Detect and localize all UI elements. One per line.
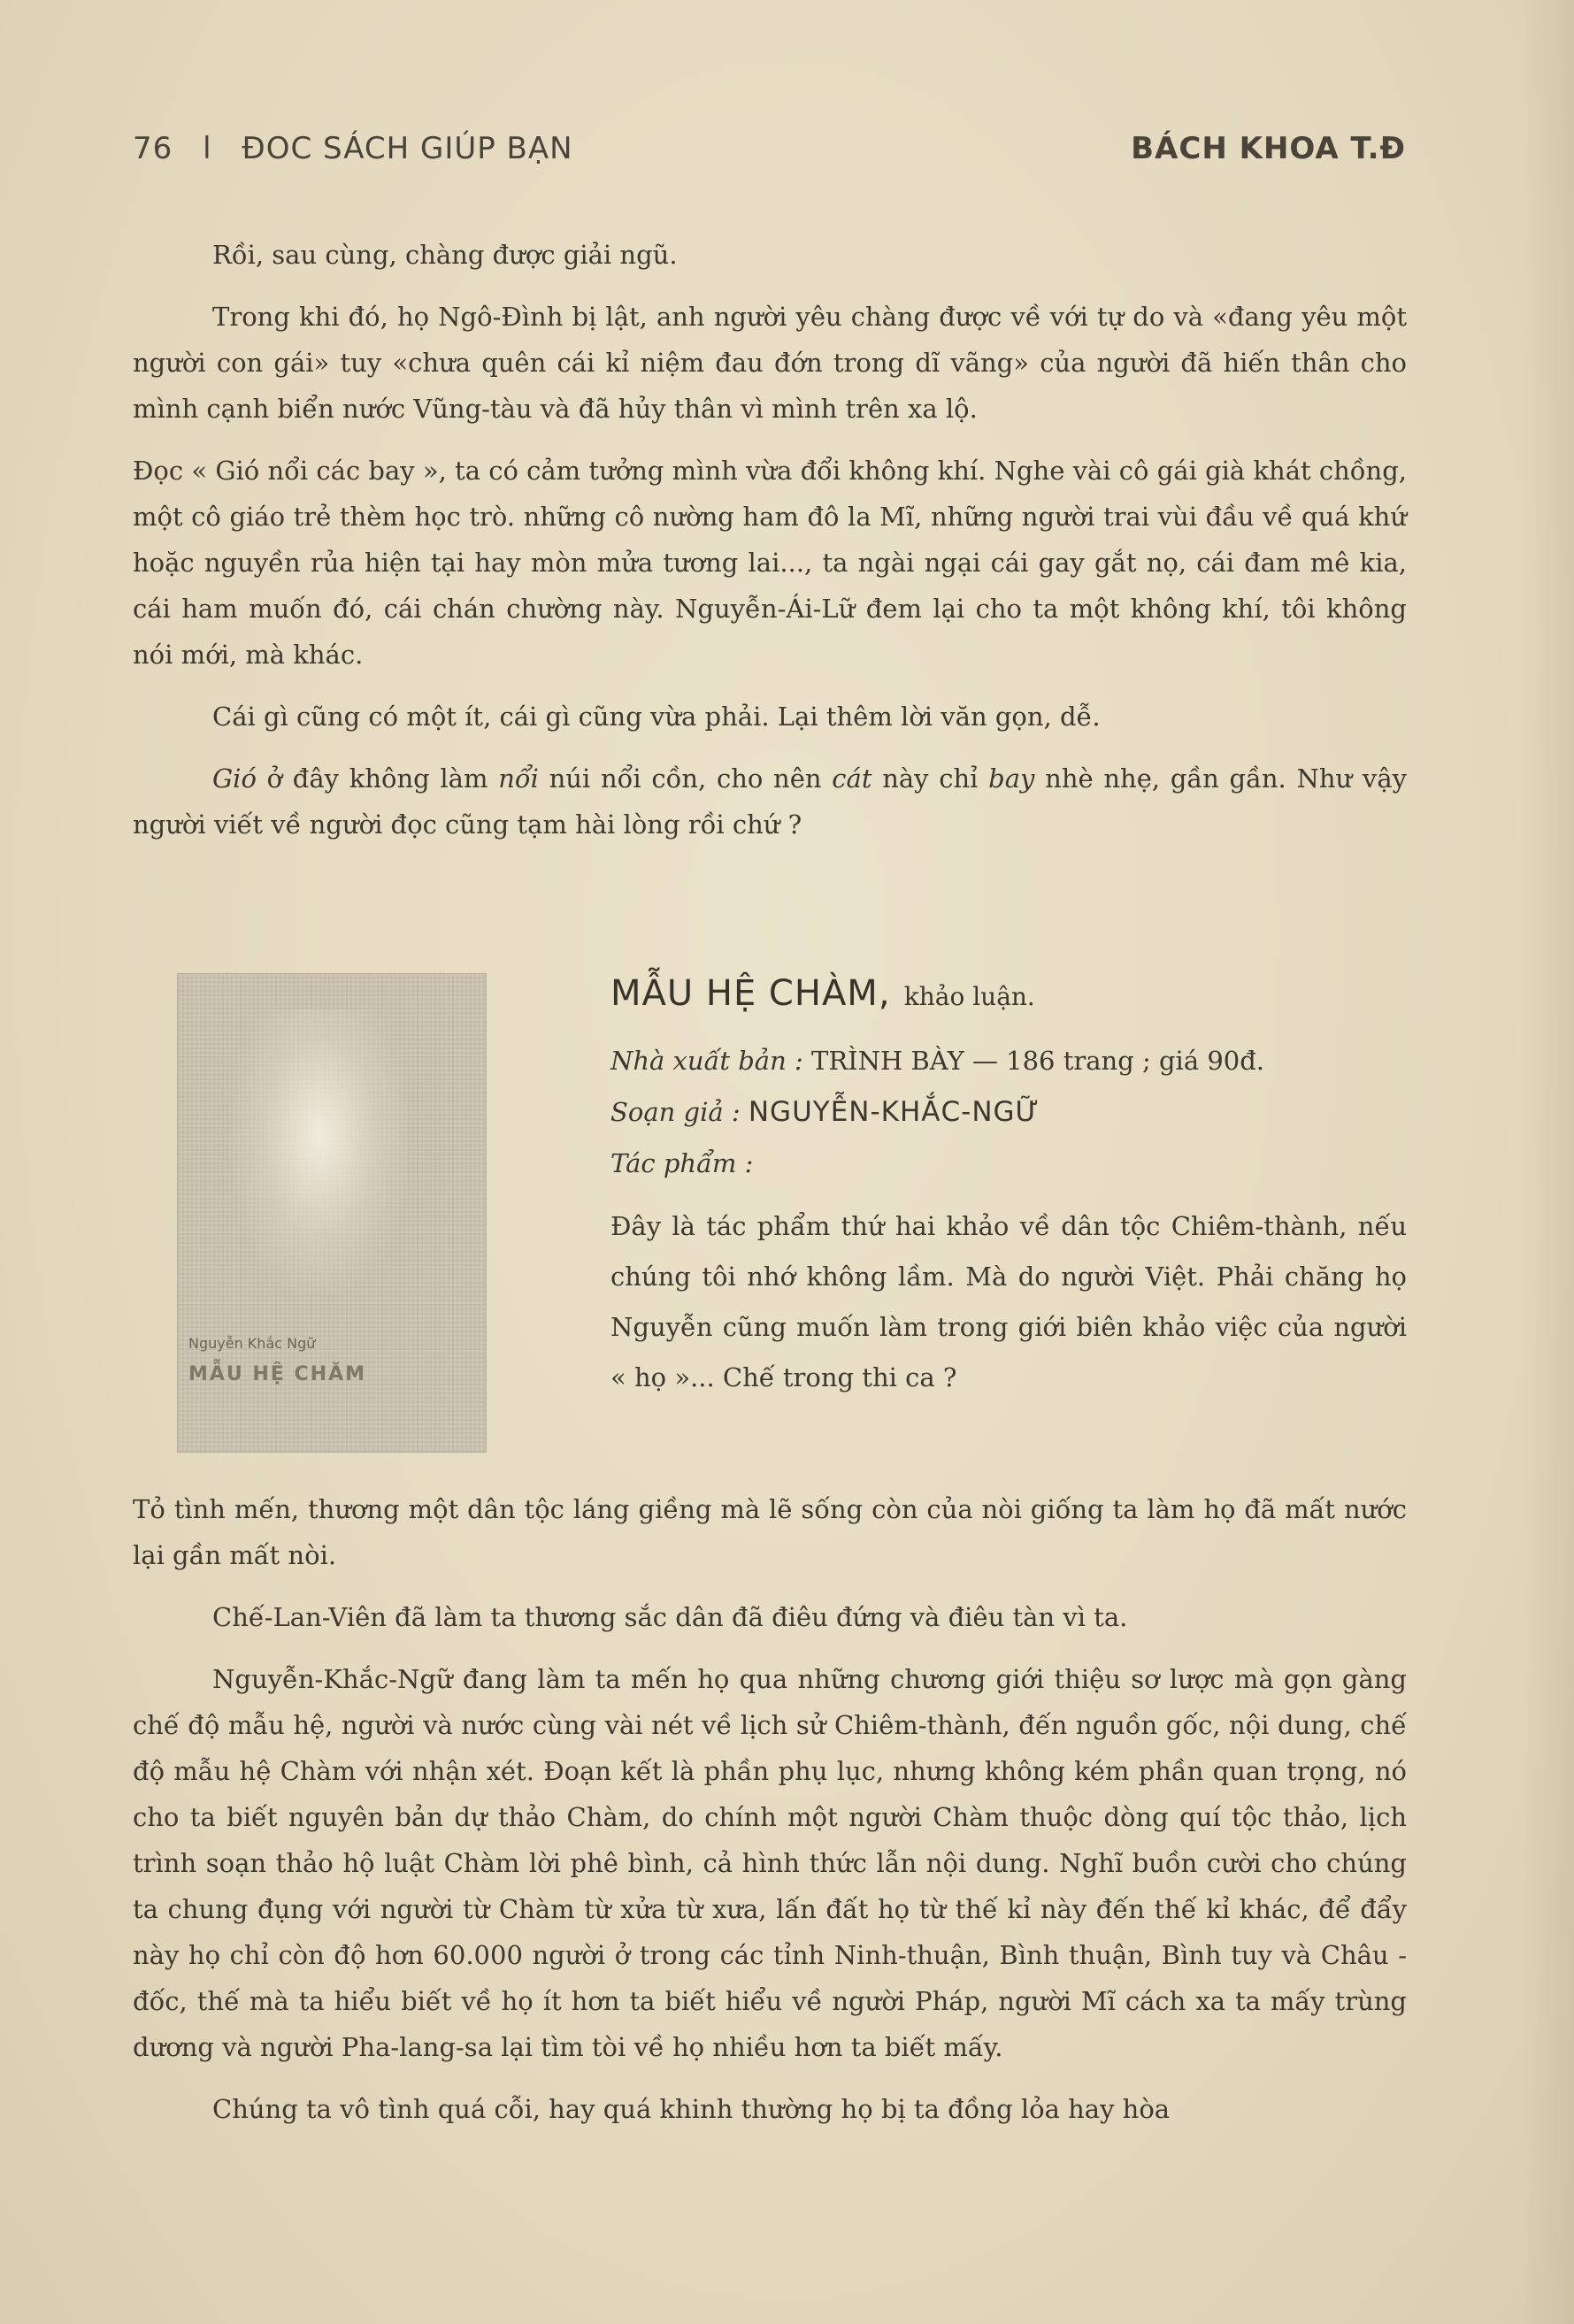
cover-author: Nguyễn Khắc Ngữ xyxy=(188,1335,316,1352)
work-description: Đây là tác phẩm thứ hai khảo về dân tộc Chiêm-thành, nếu chúng tôi nhớ không lầm. Mà do người Việt. Phải chăng họ Nguyễn cũng muốn làm trong giới biên khảo việc của người « họ »... Chế trong thi ca ? xyxy=(610,1211,1407,1392)
text-run: núi nổi cồn, cho nên xyxy=(538,763,833,794)
header-left xyxy=(133,131,573,166)
book-cover-image xyxy=(177,973,487,1453)
work-label: Tác phẩm : xyxy=(610,1148,754,1178)
cover-title: MẪU HỆ CHĂM xyxy=(188,1363,367,1385)
italic-word: Gió xyxy=(212,763,257,794)
paragraph: Cái gì cũng có một ít, cái gì cũng vừa phải. Lại thêm lời văn gọn, dễ. xyxy=(212,702,1101,732)
author-row xyxy=(610,1086,1407,1138)
paragraph: Rồi, sau cùng, chàng được giải ngũ. xyxy=(212,240,678,270)
intro-text xyxy=(133,232,1407,863)
paragraph xyxy=(133,755,1407,848)
paragraph: Nguyễn-Khắc-Ngữ đang làm ta mến họ qua những chương giới thiệu sơ lược mà gọn gàng chế độ mẫu hệ, người và nước cùng vài nét về lịch sử Chiêm-thành, đến nguồn gốc, nội dung, chế độ mẫu hệ Chàm với nhận xét. Đoạn kết là phần phụ lục, nhưng không kém phần quan trọng, nó cho ta biết nguyên bản dự thảo Chàm, do chính một người Chàm thuộc dòng quí tộc thảo, lịch trình soạn thảo hộ luật Chàm lời phê bình, cả hình thức lẫn nội dung. Nghĩ buồn cười cho chúng ta chung đụng với người từ Chàm từ xửa từ xưa, lấn đất họ từ thế kỉ này đến thế kỉ khác, để đẩy này họ chỉ còn độ hơn 60.000 người ở trong các tỉnh Ninh-thuận, Bình thuận, Bình tuy và Châu - đốc, thế mà ta hiểu biết về họ ít hơn ta biết hiểu về người Pháp, người Mĩ cách xa ta mấy trùng dương và người Pha-lang-sa lại tìm tòi về họ nhiều hơn ta biết mấy. xyxy=(133,1664,1407,2062)
paragraph: Đọc « Gió nổi các bay », ta có cảm tưởng mình vừa đổi không khí. Nghe vài cô gái già khát chồng, một cô giáo trẻ thèm học trò. những cô nường ham đô la Mĩ, những người trai vùi đầu về quá khứ hoặc nguyền rủa hiện tại hay mòn mửa tương lai..., ta ngài ngại cái gay gắt nọ, cái đam mê kia, cái ham muốn đó, cái chán chường này. Nguyễn-Ái-Lữ đem lại cho ta một không khí, tôi không nói mới, mà khác. xyxy=(133,456,1407,670)
cover-figure-silhouette xyxy=(231,1009,408,1292)
running-header xyxy=(133,131,1406,175)
author-value: NGUYỄN-KHẮC-NGỮ xyxy=(748,1096,1040,1128)
publisher-label: Nhà xuất bản : xyxy=(610,1046,803,1076)
text-run: nhè nhẹ, gần gần. Như vậy người viết về người đọc cũng tạm hài lòng rồi chứ ? xyxy=(133,763,1407,840)
publisher-value: TRÌNH BÀY — 186 trang ; giá 90đ. xyxy=(810,1046,1265,1076)
page-edge-shadow xyxy=(1521,0,1574,2324)
author-label: Soạn giả : xyxy=(610,1097,741,1127)
page-number: 76 xyxy=(133,131,173,166)
paragraph: Chế-Lan-Viên đã làm ta thương sắc dân đã điêu đứng và điêu tàn vì ta. xyxy=(212,1602,1128,1632)
text-run: ở đây không làm xyxy=(256,763,499,794)
book-review-block xyxy=(610,973,1407,1403)
section-title: ĐOC SÁCH GIÚP BẠN xyxy=(242,131,573,166)
text-run: này chỉ xyxy=(871,763,989,794)
header-separator: l xyxy=(203,131,212,166)
book-title: MẪU HỆ CHÀM, xyxy=(610,973,891,1014)
italic-word: bay xyxy=(988,763,1035,794)
body-text xyxy=(133,1486,1407,2148)
paragraph: Chúng ta vô tình quá cỗi, hay quá khinh thường họ bị ta đồng lỏa hay hòa xyxy=(212,2094,1171,2124)
italic-word: nổi xyxy=(498,763,539,794)
book-genre: khảo luận. xyxy=(903,982,1035,1011)
book-title-line xyxy=(610,973,1407,1035)
magazine-title: BÁCH KHOA T.Đ xyxy=(1131,131,1406,166)
paragraph: Tỏ tình mến, thương một dân tộc láng giềng mà lẽ sống còn của nòi giống ta làm họ đã mất nước lại gần mất nòi. xyxy=(133,1494,1407,1570)
italic-word: cát xyxy=(832,763,872,794)
publisher-row xyxy=(610,1035,1407,1086)
paragraph: Trong khi đó, họ Ngô-Đình bị lật, anh người yêu chàng được về với tự do và «đang yêu một người con gái» tuy «chưa quên cái kỉ niệm đau đớn trong dĩ vãng» của người đã hiến thân cho mình cạnh biển nước Vũng-tàu và đã hủy thân vì mình trên xa lộ. xyxy=(133,302,1407,424)
work-row xyxy=(610,1138,1407,1189)
